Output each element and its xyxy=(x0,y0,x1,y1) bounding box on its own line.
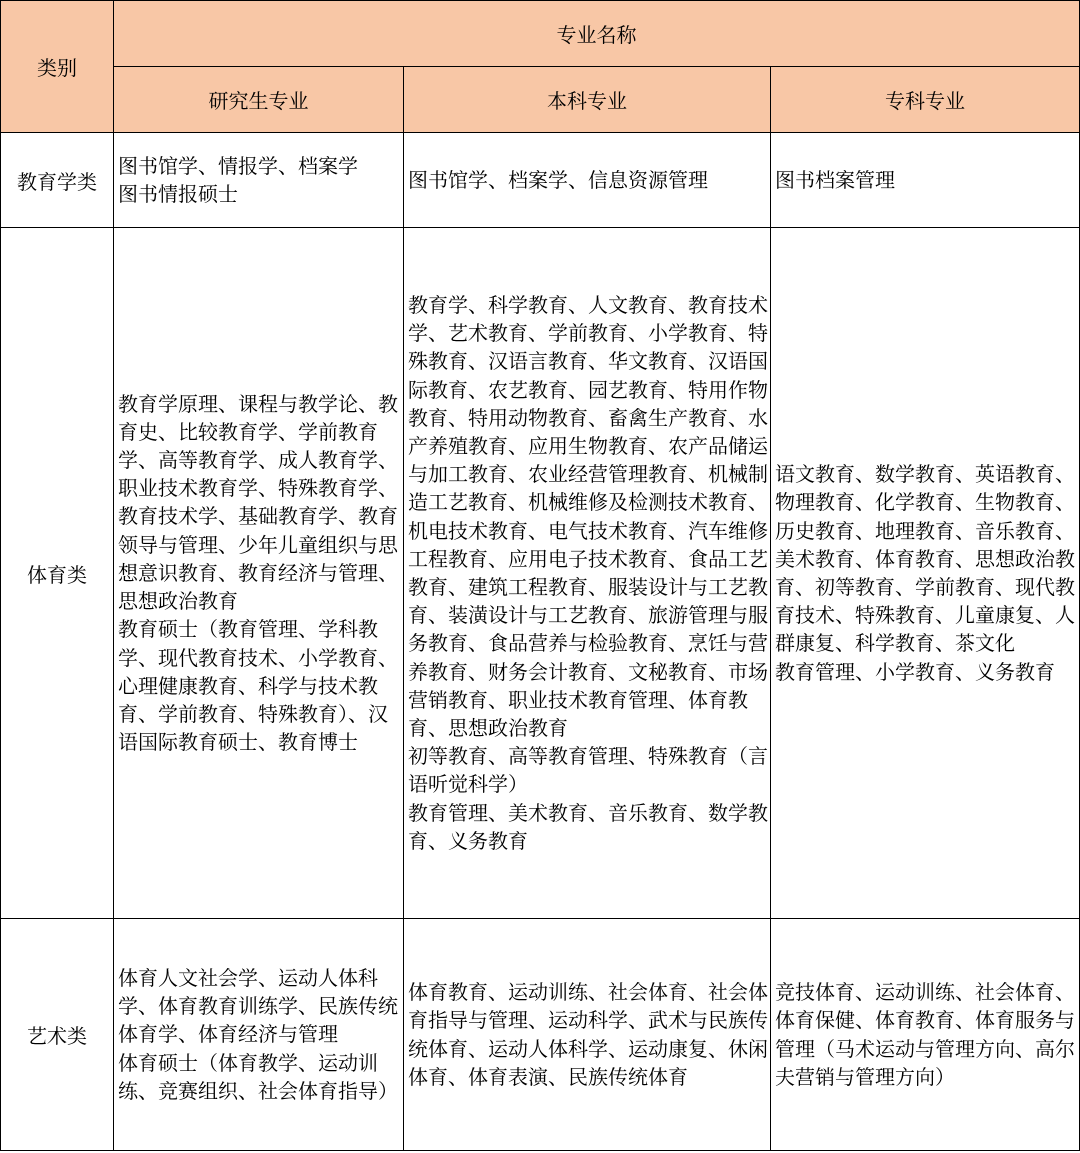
undergraduate-text: 教育学、科学教育、人文教育、教育技术学、艺术教育、学前教育、小学教育、特殊教育、汉语言教育、华文教育、汉语国际教育、农艺教育、园艺教育、特用作物教育、特用动物教育、畜禽生产教育、水产养殖教育、应用生物教育、农产品储运与加工教育、农业经营管理教育、机械制造工艺教育、机械维修及检测技术教育、机电技术教育、电气技术教育、汽车维修工程教育、应用电子技术教育、食品工艺教育、建筑工程教育、服装设计与工艺教育、装潢设计与工艺教育、旅游管理与服务教育、食品营养与检验教育、烹饪与营养教育、财务会计教育、文秘教育、市场营销教育、职业技术教育管理、体育教育、思想政治教育 xyxy=(408,292,768,741)
undergraduate-text: 初等教育、高等教育管理、特殊教育（言语听觉科学） xyxy=(408,744,768,797)
junior-college-text: 图书档案管理 xyxy=(775,167,895,192)
header-undergraduate: 本科专业 xyxy=(404,67,771,133)
graduate-cell xyxy=(114,133,404,228)
graduate-text: 体育硕士（体育教学、运动训练、竞赛组织、社会体育指导） xyxy=(118,1050,398,1103)
header-major-name: 专业名称 xyxy=(114,1,1080,67)
row-category: 艺术类 xyxy=(1,919,114,1151)
graduate-text: 体育人文社会学、运动人体科学、体育教育训练学、民族传统体育学、体育经济与管理 xyxy=(118,965,398,1047)
undergraduate-cell xyxy=(404,133,771,228)
row-category: 体育类 xyxy=(1,228,114,919)
graduate-text: 教育学原理、课程与教学论、教育史、比较教育学、学前教育学、高等教育学、成人教育学、职业技术教育学、特殊教育学、教育技术学、基础教育学、教育领导与管理、少年儿童组织与思想意识教育、教育经济与管理、思想政治教育 xyxy=(118,391,398,614)
undergraduate-cell xyxy=(404,228,771,919)
undergraduate-cell xyxy=(404,919,771,1151)
graduate-text: 教育硕士（教育管理、学科教学、现代教育技术、小学教育、心理健康教育、科学与技术教育、学前教育、特殊教育）、汉语国际教育硕士、教育博士 xyxy=(118,617,398,755)
junior-college-text: 竞技体育、运动训练、社会体育、体育保健、体育教育、体育服务与管理（马术运动与管理方向、高尔夫营销与管理方向） xyxy=(775,980,1075,1089)
undergraduate-text: 图书馆学、档案学、信息资源管理 xyxy=(408,167,708,192)
graduate-text: 图书情报硕士 xyxy=(118,182,238,206)
junior-college-cell xyxy=(771,133,1080,228)
undergraduate-text: 体育教育、运动训练、社会体育、社会体育指导与管理、运动科学、武术与民族传统体育、运动人体科学、运动康复、休闲体育、体育表演、民族传统体育 xyxy=(408,980,768,1089)
header-row-top xyxy=(1,1,1080,67)
row-category: 教育学类 xyxy=(1,133,114,228)
header-category: 类别 xyxy=(1,1,114,133)
header-junior-college: 专科专业 xyxy=(771,67,1080,133)
undergraduate-text: 教育管理、美术教育、音乐教育、数学教育、义务教育 xyxy=(408,800,768,853)
junior-college-cell xyxy=(771,919,1080,1151)
junior-college-text: 教育管理、小学教育、义务教育 xyxy=(775,659,1055,684)
graduate-text: 图书馆学、情报学、档案学 xyxy=(118,153,358,178)
table-row xyxy=(1,919,1080,1151)
junior-college-cell xyxy=(771,228,1080,919)
header-graduate: 研究生专业 xyxy=(114,67,404,133)
header-row-sub xyxy=(1,67,1080,133)
graduate-cell xyxy=(114,228,404,919)
junior-college-text: 语文教育、数学教育、英语教育、物理教育、化学教育、生物教育、历史教育、地理教育、音乐教育、美术教育、体育教育、思想政治教育、初等教育、学前教育、现代教育技术、特殊教育、儿童康复、人群康复、科学教育、茶文化 xyxy=(775,462,1075,656)
table-row xyxy=(1,228,1080,919)
graduate-cell xyxy=(114,919,404,1151)
table-row xyxy=(1,133,1080,228)
